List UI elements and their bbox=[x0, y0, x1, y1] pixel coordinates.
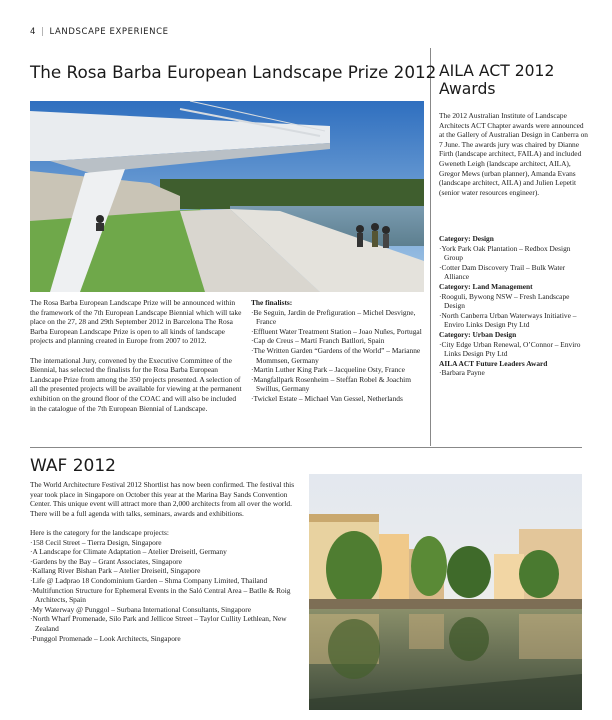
category-heading: AILA ACT Future Leaders Award bbox=[439, 358, 548, 368]
section-label: LANDSCAPE EXPERIENCE bbox=[49, 27, 169, 37]
waf-project-item: ·My Waterway @ Punggol – Surbana International Consultants, Singapore bbox=[30, 604, 251, 614]
award-item: ·York Park Oak Plantation – Redbox Design Group bbox=[439, 243, 571, 263]
column-divider bbox=[430, 48, 431, 446]
rosa-photo bbox=[30, 101, 424, 292]
aila-category bbox=[439, 330, 589, 359]
rosa-intro-paragraph-1: The Rosa Barba European Landscape Prize will be announced within the framework of the 7th European Landscape Biennial which will take place on the 27, 28 and 29th September 2012 in Barcelona The Rosa Barba European Landscape Prize is open to all kinds of landscape projects and planning created in Europe from 2007 to 2012. bbox=[30, 298, 242, 346]
finalist-item: ·Effluent Water Treatment Station – Joao Nuñes, Portugal bbox=[251, 326, 422, 336]
category-heading: Category: Design bbox=[439, 234, 494, 243]
aila-title: AILA ACT 2012 Awards bbox=[439, 62, 555, 98]
waf-list-heading: Here is the category for the landscape projects: bbox=[30, 527, 169, 537]
waf-project-item: ·Kallang River Bishan Park – Atelier Dreiseitl, Singapore bbox=[30, 566, 201, 576]
award-item: ·North Canberra Urban Waterways Initiative – Enviro Links Design Pty Ltd bbox=[439, 310, 577, 330]
page-number: 4 bbox=[30, 27, 37, 37]
finalists-heading: The finalists: bbox=[251, 298, 293, 307]
waf-projects-list bbox=[30, 538, 302, 644]
finalist-item: ·Cap de Creus – Martí Franch Batllori, Spain bbox=[251, 336, 385, 346]
waf-project-item: ·A Landscape for Climate Adaptation – Atelier Dreiseitl, Germany bbox=[30, 547, 227, 557]
aila-category bbox=[439, 282, 589, 330]
category-heading: Category: Land Management bbox=[439, 281, 533, 291]
award-item: ·City Edge Urban Renewal, O’Connor – Enviro Links Design Pty Ltd bbox=[439, 339, 581, 359]
waf-photo bbox=[309, 474, 582, 710]
award-item: ·Rooguli, Bywong NSW – Fresh Landscape Design bbox=[439, 291, 570, 311]
waf-intro: The World Architecture Festival 2012 Shortlist has now been confirmed. The festival this year took place in Singapore on October this year at the Marina Bay Sands Convention Center. This unique event will attract more than 2,000 architects from all over the world. There will be a full agenda with talks, seminars, awards and exhibitions. bbox=[30, 480, 295, 518]
finalist-item: ·Be Seguin, Jardin de Prefiguration – Michel Desvigne, France bbox=[251, 307, 416, 327]
waf-project-item: ·Punggol Promenade – Look Architects, Singapore bbox=[30, 633, 181, 643]
finalists-list bbox=[251, 308, 426, 404]
waf-project-item: ·North Wharf Promenade, Silo Park and Jellicoe Street – Taylor Cullity Lethlean, New Zealand bbox=[30, 614, 287, 633]
finalist-item: ·Mangfallpark Rosenheim – Steffan Robel & Joachim Swillus, Germany bbox=[251, 374, 411, 394]
aila-category bbox=[439, 359, 589, 378]
rosa-finalists bbox=[251, 298, 426, 404]
rosa-intro bbox=[30, 298, 242, 423]
running-header: 4 | LANDSCAPE EXPERIENCE bbox=[30, 27, 169, 37]
waf-body bbox=[30, 480, 302, 643]
waf-project-item: ·Life @ Ladprao 18 Condominium Garden – Shma Company Limited, Thailand bbox=[30, 575, 268, 585]
waf-project-item: ·158 Cecil Street – Tierra Design, Singapore bbox=[30, 537, 162, 547]
finalist-item: ·Twickel Estate – Michael Van Gessel, Netherlands bbox=[251, 393, 403, 403]
aila-category bbox=[439, 234, 589, 282]
finalist-item: ·Martin Luther King Park – Jacqueline Osty, France bbox=[251, 365, 405, 375]
rosa-title: The Rosa Barba European Landscape Prize 2012 bbox=[30, 62, 437, 82]
aila-intro: The 2012 Australian Institute of Landscape Architects ACT Chapter awards were announced at the Gallery of Australian Design in Canberra on 7 June. The awards jury was chaired by Dianne Firth (landscape architect, FAILA) and included Gweneth Leigh (landscape architect, AILA), Gregor Mews (urban planner), Amanda Evans (landscape architect, AILA) and Julien Lepetit (senior water resources engineer). bbox=[439, 111, 588, 197]
award-item: ·Cotter Dam Discovery Trail – Bulk Water Alliance bbox=[439, 262, 566, 282]
award-item: ·Barbara Payne bbox=[439, 368, 485, 378]
waf-project-item: ·Multifunction Structure for Ephemeral Events in the Saló Central Area – Batlle & Roig Architects, Spain bbox=[30, 585, 291, 605]
waf-project-item: ·Gardens by the Bay – Grant Associates, Singapore bbox=[30, 556, 182, 566]
section-divider bbox=[30, 447, 582, 448]
category-heading: Category: Urban Design bbox=[439, 329, 517, 339]
finalist-item: ·The Written Garden “Gardens of the World” – Marianne Mommsen, Germany bbox=[251, 345, 421, 365]
waf-title: WAF 2012 bbox=[30, 456, 116, 476]
rosa-intro-paragraph-2: The international Jury, convened by the Executive Committee of the Biennial, has selected the finalists for the Rosa Barba European Landscape Prize from among the 350 projects presented. A selection of all the presented projects will be available for viewing at the permanent exhibition on the ground floor of the COAC and will also be included in the catalogue of the 7th European Biennial of Landscape. bbox=[30, 355, 242, 413]
aila-categories bbox=[439, 234, 589, 378]
